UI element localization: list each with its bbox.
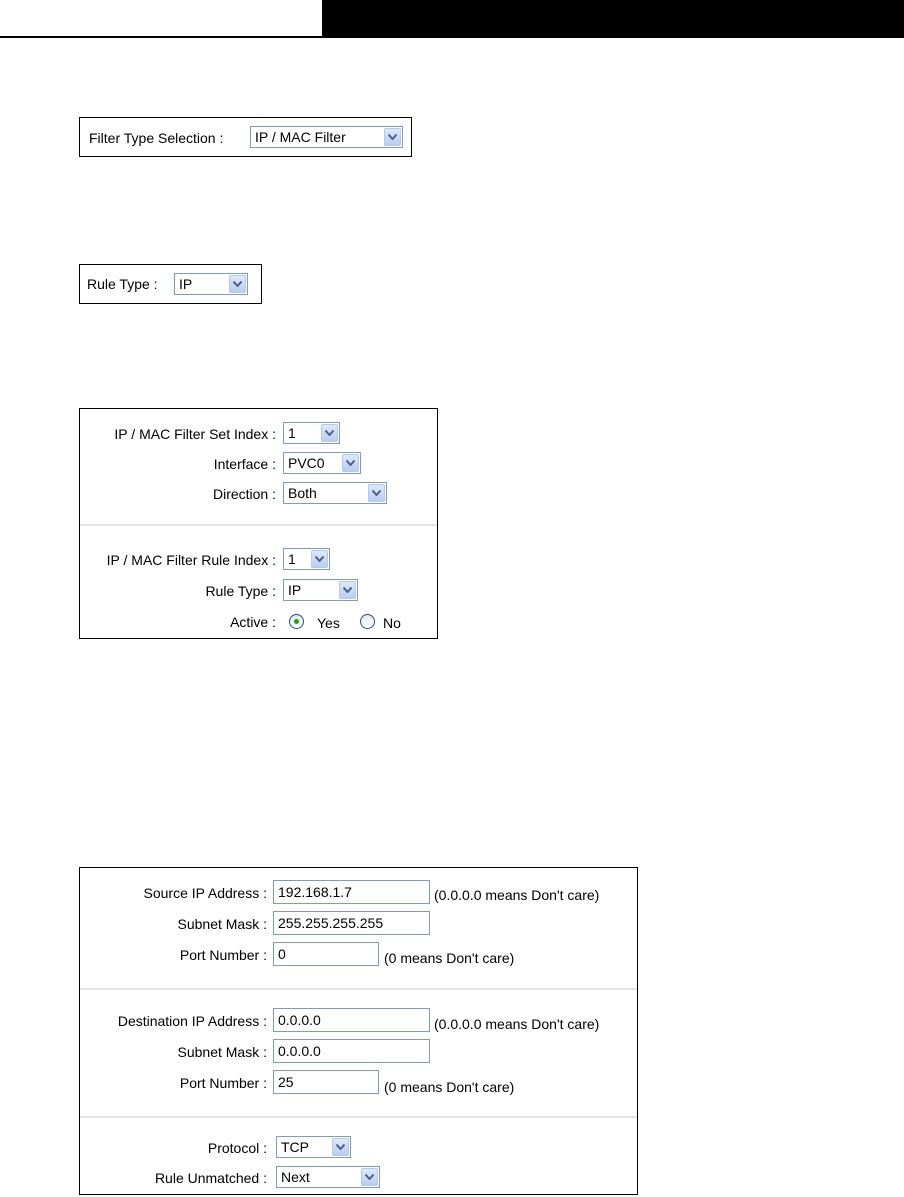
destination-mask-input[interactable] — [273, 1039, 430, 1063]
destination-ip-input[interactable] — [273, 1008, 430, 1032]
rule-type-select-2[interactable] — [283, 579, 358, 601]
active-yes-radio[interactable] — [289, 614, 304, 629]
destination-port-label: Port Number : — [179, 1075, 267, 1091]
section-divider — [80, 988, 637, 990]
protocol-label: Protocol : — [207, 1140, 267, 1156]
rule-type-select[interactable] — [174, 273, 248, 295]
chevron-down-icon — [361, 1168, 378, 1186]
protocol-select[interactable] — [276, 1136, 351, 1158]
destination-ip-value: 0.0.0.0 — [278, 1012, 321, 1028]
rule-type-label-2: Rule Type : — [205, 583, 276, 599]
set-index-value: 1 — [288, 425, 296, 441]
chevron-down-icon — [332, 1138, 349, 1156]
active-label: Active : — [230, 614, 276, 630]
destination-port-hint: (0 means Don't care) — [384, 1079, 515, 1095]
source-port-input[interactable] — [273, 942, 379, 966]
rule-index-select[interactable] — [283, 548, 330, 570]
destination-port-input[interactable] — [273, 1070, 379, 1094]
filter-type-select[interactable] — [250, 126, 403, 148]
interface-value: PVC0 — [288, 455, 325, 471]
header-bar — [322, 0, 904, 38]
rule-type-value: IP — [179, 276, 193, 292]
active-no-label: No — [383, 615, 401, 631]
destination-ip-hint: (0.0.0.0 means Don't care) — [434, 1016, 600, 1032]
rule-unmatched-value: Next — [281, 1169, 310, 1185]
source-port-label: Port Number : — [179, 947, 267, 963]
source-ip-label: Source IP Address : — [143, 885, 267, 901]
destination-mask-label: Subnet Mask : — [177, 1044, 267, 1060]
direction-select[interactable] — [283, 482, 387, 504]
section-divider — [80, 524, 437, 526]
active-yes-label: Yes — [317, 615, 340, 631]
rule-index-value: 1 — [288, 551, 296, 567]
chevron-down-icon — [342, 454, 359, 472]
rule-unmatched-select[interactable] — [276, 1166, 380, 1188]
source-ip-hint: (0.0.0.0 means Don't care) — [434, 887, 600, 903]
chevron-down-icon — [368, 484, 385, 502]
set-index-select[interactable] — [283, 422, 340, 444]
direction-label: Direction : — [212, 486, 276, 502]
rule-type-panel — [79, 264, 262, 304]
chevron-down-icon — [311, 550, 328, 568]
source-ip-value: 192.168.1.7 — [278, 884, 352, 900]
rule-type-value-2: IP — [288, 582, 302, 598]
ip-rule-panel — [79, 867, 638, 1195]
filter-type-label: Filter Type Selection : — [89, 130, 224, 146]
section-divider — [80, 1116, 637, 1118]
destination-port-value: 25 — [278, 1074, 294, 1090]
rule-type-label: Rule Type : — [87, 276, 158, 292]
source-ip-input[interactable] — [273, 880, 430, 904]
chevron-down-icon — [339, 581, 356, 599]
interface-label: Interface : — [213, 456, 276, 472]
protocol-value: TCP — [281, 1139, 309, 1155]
rule-index-label: IP / MAC Filter Rule Index : — [106, 552, 276, 568]
direction-value: Both — [288, 485, 317, 501]
radio-selected-dot — [294, 619, 299, 624]
chevron-down-icon — [321, 424, 338, 442]
source-mask-value: 255.255.255.255 — [278, 915, 384, 931]
header-rule — [0, 36, 904, 38]
set-index-label: IP / MAC Filter Set Index : — [114, 426, 276, 442]
filter-set-panel — [79, 408, 438, 639]
destination-mask-value: 0.0.0.0 — [278, 1043, 321, 1059]
source-mask-label: Subnet Mask : — [177, 916, 267, 932]
source-port-hint: (0 means Don't care) — [384, 950, 515, 966]
filter-type-value: IP / MAC Filter — [255, 129, 346, 145]
chevron-down-icon — [384, 128, 401, 146]
destination-ip-label: Destination IP Address : — [117, 1013, 267, 1029]
active-no-radio[interactable] — [360, 614, 375, 629]
rule-unmatched-label: Rule Unmatched : — [154, 1170, 267, 1186]
source-port-value: 0 — [278, 946, 286, 962]
chevron-down-icon — [229, 275, 246, 293]
filter-type-panel — [79, 117, 412, 157]
source-mask-input[interactable] — [273, 911, 430, 935]
interface-select[interactable] — [283, 452, 361, 474]
